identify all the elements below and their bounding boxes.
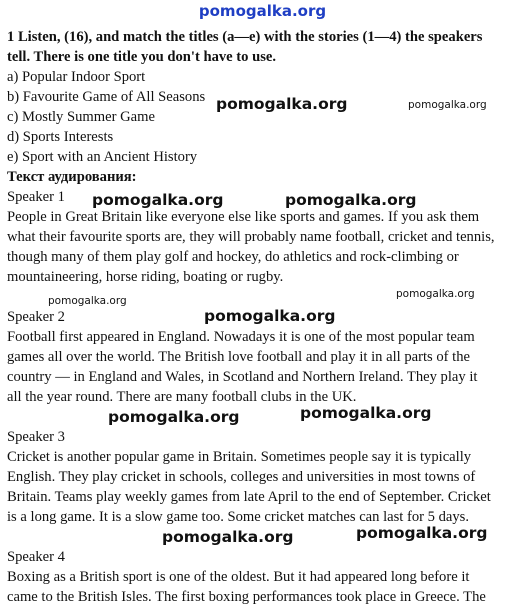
watermark: pomogalka.org [48, 295, 127, 307]
speaker-label: Speaker 1 [7, 189, 65, 205]
transcript-heading: Текст аудирования: [7, 169, 137, 185]
watermark: pomogalka.org [396, 288, 475, 300]
watermark: pomogalka.org [300, 404, 432, 422]
speaker-text-line: mountaineering, horse riding, boating or rugby. [7, 269, 284, 285]
speaker-text-line: what their favourite sports are, they will probably name football, cricket and tennis, [7, 229, 495, 245]
speaker-text-line: English. They play cricket in schools, colleges and universities in most towns of [7, 469, 476, 485]
site-header-logo: pomogalka.org [198, 2, 327, 20]
watermark: pomogalka.org [408, 99, 487, 111]
speaker-text-line: Britain. Teams play weekly games from late April to the end of September. Cricket [7, 489, 491, 505]
speaker-text-line: all the year round. There are many football clubs in the UK. [7, 389, 357, 405]
watermark: pomogalka.org [356, 524, 488, 542]
speaker-text-line: Boxing as a British sport is one of the oldest. But it had appeared long before it [7, 569, 470, 585]
title-option-e: e) Sport with an Ancient History [7, 149, 198, 165]
title-option-c: c) Mostly Summer Game [7, 109, 155, 125]
speaker-label: Speaker 4 [7, 549, 65, 565]
watermark: pomogalka.org [204, 307, 336, 325]
speaker-text-line: is a long game. It is a slow game too. Some cricket matches can last for 5 days. [7, 509, 470, 525]
speaker-text-line: People in Great Britain like everyone else like sports and games. If you ask them [7, 209, 480, 225]
watermark: pomogalka.org [108, 408, 240, 426]
speaker-text-line: games all over the world. The British love football and play it in all parts of the [7, 349, 470, 365]
title-option-d: d) Sports Interests [7, 129, 114, 145]
task-instruction-line-1: 1 Listen, (16), and match the titles (a—e) with the stories (1—4) the speakers [7, 29, 483, 45]
speaker-text-line: Cricket is another popular game in Britain. Sometimes people say it is typically [7, 449, 472, 465]
title-option-b: b) Favourite Game of All Seasons [7, 89, 206, 105]
task-instruction-line-2: tell. There is one title you don't have to use. [7, 49, 277, 65]
watermark: pomogalka.org [285, 191, 417, 209]
speaker-text-line: Football first appeared in England. Nowadays it is one of the most popular team [7, 329, 475, 345]
watermark: pomogalka.org [162, 528, 294, 546]
speaker-text-line: country — in England and Wales, in Scotland and Northern Ireland. They play it [7, 369, 478, 385]
watermark: pomogalka.org [92, 191, 224, 209]
speaker-text-line: came to the British Isles. The first boxing performances took place in Greece. The [7, 589, 486, 605]
speaker-label: Speaker 3 [7, 429, 65, 445]
title-option-a: a) Popular Indoor Sport [7, 69, 146, 85]
watermark: pomogalka.org [216, 95, 348, 113]
speaker-text-line: though many of them play golf and hockey, do athletics and rock-climbing or [7, 249, 459, 265]
speaker-label: Speaker 2 [7, 309, 65, 325]
